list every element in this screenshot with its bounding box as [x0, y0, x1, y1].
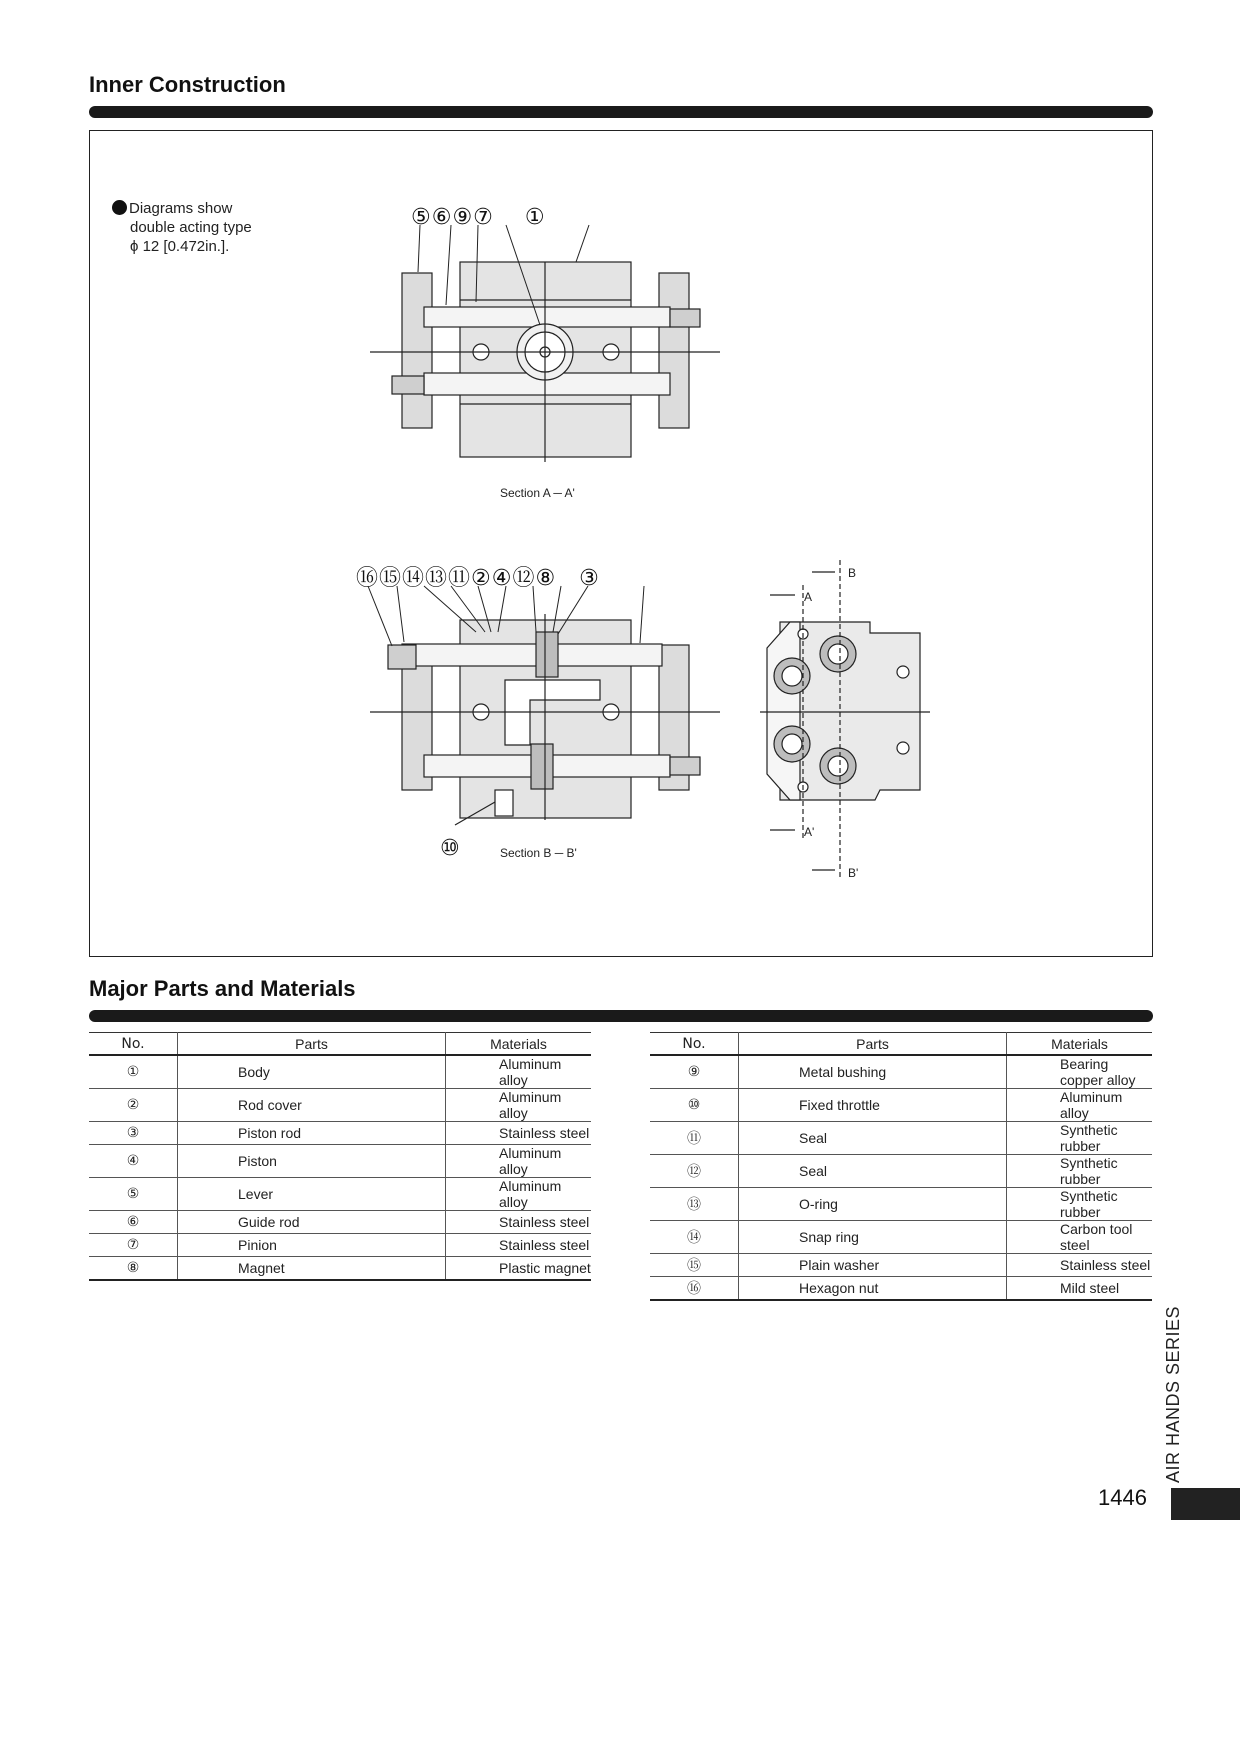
part-material: Plastic magnet [446, 1257, 592, 1281]
part-number: ⑭ [650, 1221, 739, 1254]
part-name: O-ring [739, 1188, 1007, 1221]
side-tab-marker [1171, 1488, 1240, 1520]
table-row [650, 1122, 1152, 1155]
part-name: Magnet [178, 1257, 446, 1281]
header-parts: Parts [178, 1033, 446, 1056]
section-b-caption: Section B ─ B' [500, 846, 577, 860]
table-row [89, 1257, 591, 1281]
table-row [89, 1211, 591, 1234]
part-number: ⑯ [650, 1277, 739, 1301]
part-material: Stainless steel [446, 1211, 592, 1234]
major-parts-rule [89, 1010, 1153, 1022]
part-name: Hexagon nut [739, 1277, 1007, 1301]
table-row [650, 1089, 1152, 1122]
part-number: ④ [89, 1145, 178, 1178]
part-material: Synthetic rubber [1007, 1122, 1153, 1155]
part-name: Fixed throttle [739, 1089, 1007, 1122]
part-number: ⑩ [650, 1089, 739, 1122]
table-row [89, 1122, 591, 1145]
part-name: Seal [739, 1122, 1007, 1155]
part-material: Aluminum alloy [1007, 1089, 1153, 1122]
end-view-label-a-prime: A' [804, 825, 815, 839]
part-material: Aluminum alloy [446, 1055, 592, 1089]
header-no: No. [89, 1033, 178, 1056]
table-row [650, 1277, 1152, 1301]
end-view-label-b-prime: B' [848, 866, 859, 880]
header-parts: Parts [739, 1033, 1007, 1056]
part-number: ⑤ [89, 1178, 178, 1211]
parts-table-left [89, 1032, 591, 1281]
note-line-1: Diagrams show [129, 200, 233, 217]
part-name: Snap ring [739, 1221, 1007, 1254]
part-number: ⑪ [650, 1122, 739, 1155]
part-material: Stainless steel [446, 1122, 592, 1145]
section-a-caption: Section A ─ A' [500, 486, 575, 500]
part-name: Seal [739, 1155, 1007, 1188]
section-a-view [370, 262, 720, 462]
part-name: Piston [178, 1145, 446, 1178]
part-number: ③ [89, 1122, 178, 1145]
part-name: Piston rod [178, 1122, 446, 1145]
end-view-label-b: B [848, 566, 857, 580]
part-name: Lever [178, 1178, 446, 1211]
note-line-2: double acting type [130, 219, 252, 236]
section-b-bottom-callout: ⑩ [440, 836, 461, 861]
table-row [89, 1145, 591, 1178]
table-header-row [89, 1033, 591, 1056]
part-material: Mild steel [1007, 1277, 1153, 1301]
table-row [650, 1055, 1152, 1089]
section-b-callouts: ⑯⑮⑭⑬⑪②④⑫⑧ ③ [356, 566, 600, 591]
table-row [89, 1055, 591, 1089]
header-materials: Materials [446, 1033, 592, 1056]
part-material: Bearing copper alloy [1007, 1055, 1153, 1089]
table-row [89, 1178, 591, 1211]
parts-table-right [650, 1032, 1152, 1301]
table-row [89, 1234, 591, 1257]
part-number: ⑦ [89, 1234, 178, 1257]
table-row [650, 1188, 1152, 1221]
table-row [89, 1089, 591, 1122]
major-parts-title: Major Parts and Materials [89, 976, 356, 1001]
part-name: Body [178, 1055, 446, 1089]
part-number: ⑫ [650, 1155, 739, 1188]
part-material: Aluminum alloy [446, 1178, 592, 1211]
end-view-label-a: A [804, 590, 813, 604]
part-material: Synthetic rubber [1007, 1155, 1153, 1188]
part-number: ⑮ [650, 1254, 739, 1277]
end-view [760, 560, 930, 880]
part-number: ① [89, 1055, 178, 1089]
part-number: ⑧ [89, 1257, 178, 1281]
table-row [650, 1221, 1152, 1254]
part-material: Synthetic rubber [1007, 1188, 1153, 1221]
part-number: ⑨ [650, 1055, 739, 1089]
part-number: ⑥ [89, 1211, 178, 1234]
note-line-3: ϕ 12 [0.472in.]. [130, 238, 230, 255]
part-material: Carbon tool steel [1007, 1221, 1153, 1254]
section-b-view [370, 614, 720, 825]
part-name: Metal bushing [739, 1055, 1007, 1089]
page-number: 1446 [1098, 1485, 1147, 1510]
table-row [650, 1155, 1152, 1188]
side-tab-label: AIR HANDS SERIES [1163, 1305, 1183, 1483]
table-row [650, 1254, 1152, 1277]
inner-construction-title: Inner Construction [89, 72, 286, 97]
part-number: ⑬ [650, 1188, 739, 1221]
header-materials: Materials [1007, 1033, 1153, 1056]
part-number: ② [89, 1089, 178, 1122]
part-material: Stainless steel [1007, 1254, 1153, 1277]
header-no: No. [650, 1033, 739, 1056]
table-header-row [650, 1033, 1152, 1056]
part-name: Guide rod [178, 1211, 446, 1234]
part-name: Rod cover [178, 1089, 446, 1122]
part-material: Aluminum alloy [446, 1145, 592, 1178]
part-material: Stainless steel [446, 1234, 592, 1257]
part-name: Pinion [178, 1234, 446, 1257]
section-a-callouts: ⑤⑥⑨⑦ ① [411, 205, 546, 230]
part-name: Plain washer [739, 1254, 1007, 1277]
part-material: Aluminum alloy [446, 1089, 592, 1122]
